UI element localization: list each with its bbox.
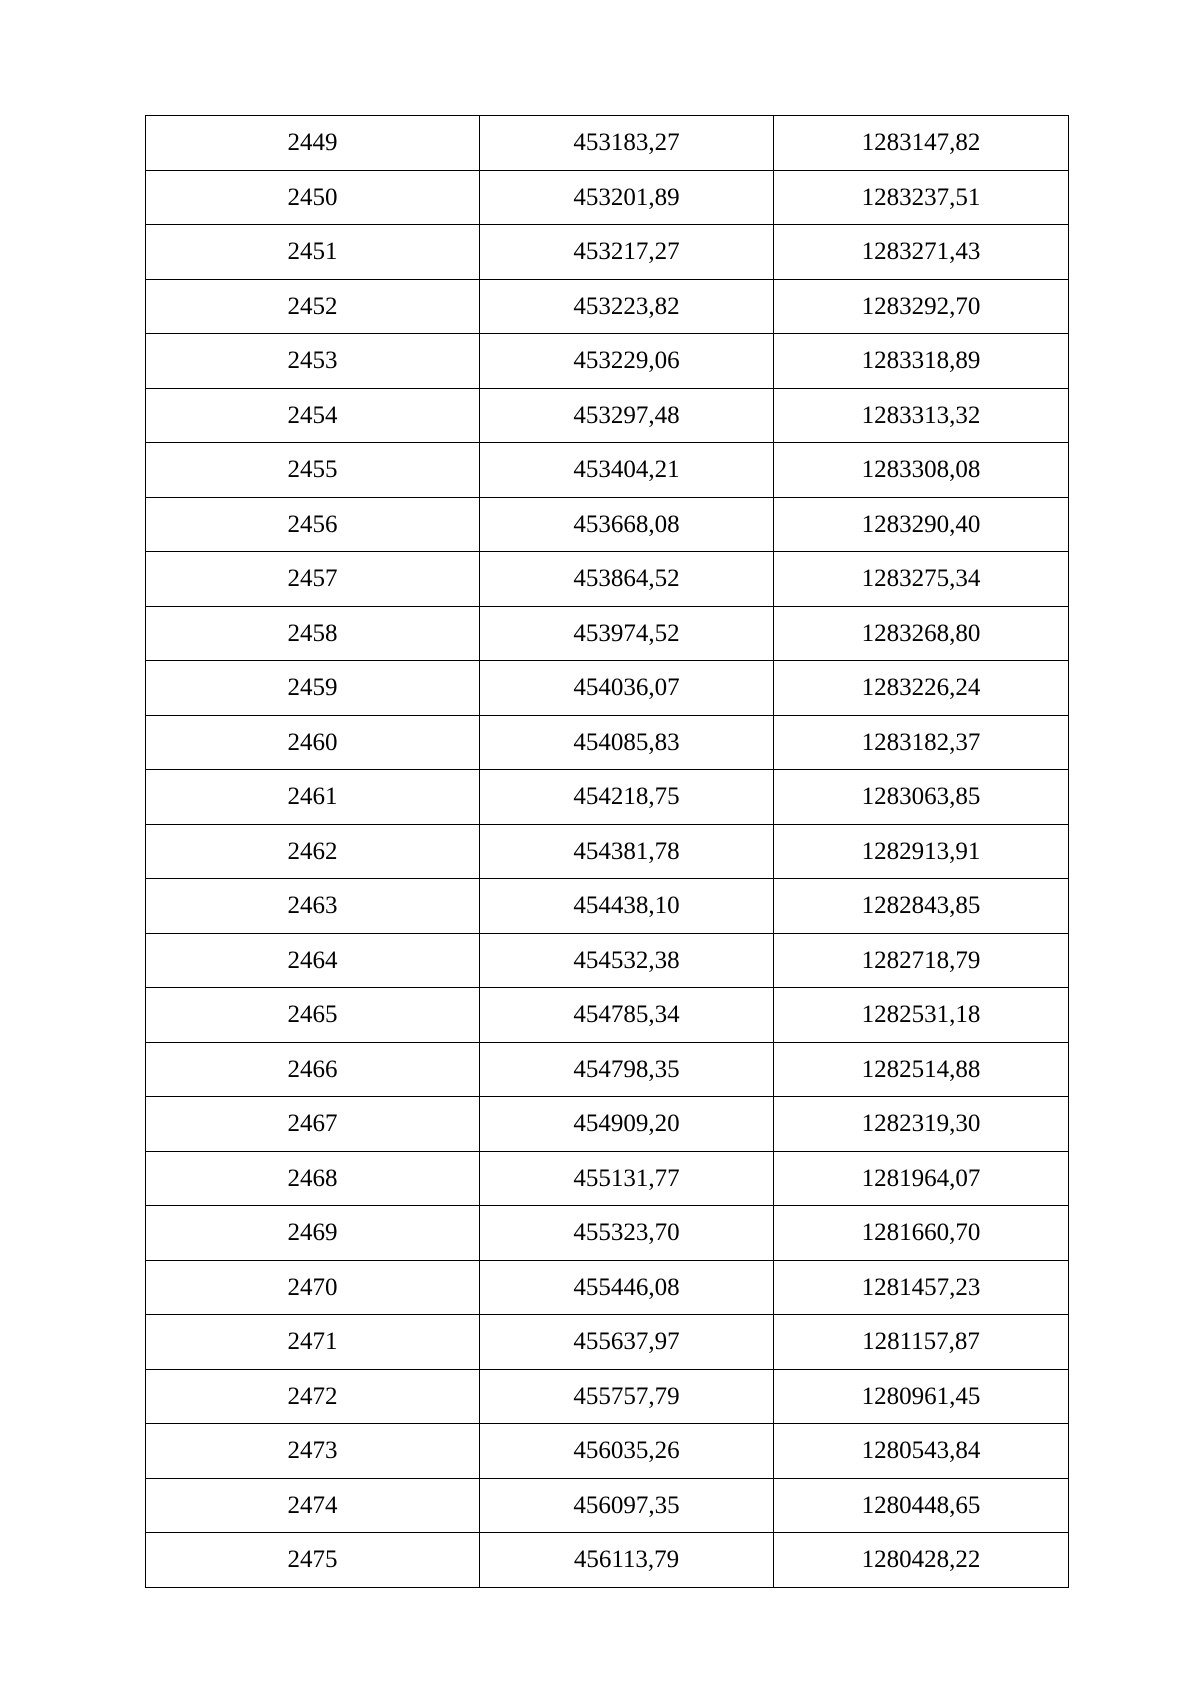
y-coordinate-cell: 1281964,07 bbox=[774, 1151, 1069, 1206]
table-row bbox=[146, 824, 1069, 879]
table-row bbox=[146, 334, 1069, 389]
table-row bbox=[146, 443, 1069, 498]
x-coordinate-cell: 456113,79 bbox=[480, 1533, 774, 1588]
table-row bbox=[146, 497, 1069, 552]
x-coordinate-cell: 455757,79 bbox=[480, 1369, 774, 1424]
y-coordinate-cell: 1283292,70 bbox=[774, 279, 1069, 334]
table-row bbox=[146, 552, 1069, 607]
x-coordinate-cell: 454785,34 bbox=[480, 988, 774, 1043]
x-coordinate-cell: 455131,77 bbox=[480, 1151, 774, 1206]
table-row bbox=[146, 116, 1069, 171]
point-number-cell: 2473 bbox=[146, 1424, 480, 1479]
y-coordinate-cell: 1283237,51 bbox=[774, 170, 1069, 225]
point-number-cell: 2463 bbox=[146, 879, 480, 934]
point-number-cell: 2451 bbox=[146, 225, 480, 280]
table-row bbox=[146, 1042, 1069, 1097]
y-coordinate-cell: 1280448,65 bbox=[774, 1478, 1069, 1533]
point-number-cell: 2452 bbox=[146, 279, 480, 334]
y-coordinate-cell: 1282843,85 bbox=[774, 879, 1069, 934]
coordinates-table bbox=[145, 115, 1069, 1588]
point-number-cell: 2453 bbox=[146, 334, 480, 389]
point-number-cell: 2472 bbox=[146, 1369, 480, 1424]
x-coordinate-cell: 454532,38 bbox=[480, 933, 774, 988]
x-coordinate-cell: 453217,27 bbox=[480, 225, 774, 280]
point-number-cell: 2470 bbox=[146, 1260, 480, 1315]
y-coordinate-cell: 1282531,18 bbox=[774, 988, 1069, 1043]
point-number-cell: 2456 bbox=[146, 497, 480, 552]
y-coordinate-cell: 1280428,22 bbox=[774, 1533, 1069, 1588]
x-coordinate-cell: 453297,48 bbox=[480, 388, 774, 443]
x-coordinate-cell: 453223,82 bbox=[480, 279, 774, 334]
y-coordinate-cell: 1283182,37 bbox=[774, 715, 1069, 770]
table-row bbox=[146, 1424, 1069, 1479]
point-number-cell: 2458 bbox=[146, 606, 480, 661]
x-coordinate-cell: 453974,52 bbox=[480, 606, 774, 661]
point-number-cell: 2471 bbox=[146, 1315, 480, 1370]
point-number-cell: 2461 bbox=[146, 770, 480, 825]
y-coordinate-cell: 1280543,84 bbox=[774, 1424, 1069, 1479]
table-row bbox=[146, 1206, 1069, 1261]
table-row bbox=[146, 770, 1069, 825]
x-coordinate-cell: 453864,52 bbox=[480, 552, 774, 607]
point-number-cell: 2465 bbox=[146, 988, 480, 1043]
y-coordinate-cell: 1283063,85 bbox=[774, 770, 1069, 825]
y-coordinate-cell: 1280961,45 bbox=[774, 1369, 1069, 1424]
x-coordinate-cell: 453229,06 bbox=[480, 334, 774, 389]
y-coordinate-cell: 1283290,40 bbox=[774, 497, 1069, 552]
point-number-cell: 2468 bbox=[146, 1151, 480, 1206]
table-row bbox=[146, 988, 1069, 1043]
table-row bbox=[146, 933, 1069, 988]
y-coordinate-cell: 1283313,32 bbox=[774, 388, 1069, 443]
x-coordinate-cell: 453183,27 bbox=[480, 116, 774, 171]
table-row bbox=[146, 1478, 1069, 1533]
point-number-cell: 2462 bbox=[146, 824, 480, 879]
point-number-cell: 2467 bbox=[146, 1097, 480, 1152]
x-coordinate-cell: 453668,08 bbox=[480, 497, 774, 552]
table-row bbox=[146, 1151, 1069, 1206]
point-number-cell: 2457 bbox=[146, 552, 480, 607]
table-row bbox=[146, 279, 1069, 334]
table-row bbox=[146, 606, 1069, 661]
table-row bbox=[146, 879, 1069, 934]
y-coordinate-cell: 1283147,82 bbox=[774, 116, 1069, 171]
y-coordinate-cell: 1283226,24 bbox=[774, 661, 1069, 716]
point-number-cell: 2454 bbox=[146, 388, 480, 443]
point-number-cell: 2455 bbox=[146, 443, 480, 498]
table-row bbox=[146, 1260, 1069, 1315]
x-coordinate-cell: 454909,20 bbox=[480, 1097, 774, 1152]
x-coordinate-cell: 454036,07 bbox=[480, 661, 774, 716]
table-row bbox=[146, 1315, 1069, 1370]
table-row bbox=[146, 170, 1069, 225]
y-coordinate-cell: 1282319,30 bbox=[774, 1097, 1069, 1152]
y-coordinate-cell: 1281660,70 bbox=[774, 1206, 1069, 1261]
point-number-cell: 2450 bbox=[146, 170, 480, 225]
x-coordinate-cell: 453404,21 bbox=[480, 443, 774, 498]
point-number-cell: 2449 bbox=[146, 116, 480, 171]
x-coordinate-cell: 455637,97 bbox=[480, 1315, 774, 1370]
y-coordinate-cell: 1283268,80 bbox=[774, 606, 1069, 661]
y-coordinate-cell: 1281157,87 bbox=[774, 1315, 1069, 1370]
y-coordinate-cell: 1282913,91 bbox=[774, 824, 1069, 879]
y-coordinate-cell: 1282718,79 bbox=[774, 933, 1069, 988]
x-coordinate-cell: 455323,70 bbox=[480, 1206, 774, 1261]
point-number-cell: 2466 bbox=[146, 1042, 480, 1097]
x-coordinate-cell: 455446,08 bbox=[480, 1260, 774, 1315]
x-coordinate-cell: 454381,78 bbox=[480, 824, 774, 879]
table-row bbox=[146, 661, 1069, 716]
y-coordinate-cell: 1281457,23 bbox=[774, 1260, 1069, 1315]
point-number-cell: 2460 bbox=[146, 715, 480, 770]
y-coordinate-cell: 1283308,08 bbox=[774, 443, 1069, 498]
table-row bbox=[146, 225, 1069, 280]
y-coordinate-cell: 1282514,88 bbox=[774, 1042, 1069, 1097]
y-coordinate-cell: 1283271,43 bbox=[774, 225, 1069, 280]
x-coordinate-cell: 456097,35 bbox=[480, 1478, 774, 1533]
point-number-cell: 2464 bbox=[146, 933, 480, 988]
point-number-cell: 2459 bbox=[146, 661, 480, 716]
y-coordinate-cell: 1283275,34 bbox=[774, 552, 1069, 607]
x-coordinate-cell: 453201,89 bbox=[480, 170, 774, 225]
x-coordinate-cell: 454218,75 bbox=[480, 770, 774, 825]
table-row bbox=[146, 1097, 1069, 1152]
x-coordinate-cell: 454798,35 bbox=[480, 1042, 774, 1097]
y-coordinate-cell: 1283318,89 bbox=[774, 334, 1069, 389]
coordinates-table-body bbox=[146, 116, 1069, 1588]
x-coordinate-cell: 454085,83 bbox=[480, 715, 774, 770]
point-number-cell: 2475 bbox=[146, 1533, 480, 1588]
x-coordinate-cell: 456035,26 bbox=[480, 1424, 774, 1479]
table-row bbox=[146, 715, 1069, 770]
table-row bbox=[146, 1369, 1069, 1424]
x-coordinate-cell: 454438,10 bbox=[480, 879, 774, 934]
table-row bbox=[146, 1533, 1069, 1588]
point-number-cell: 2474 bbox=[146, 1478, 480, 1533]
table-row bbox=[146, 388, 1069, 443]
point-number-cell: 2469 bbox=[146, 1206, 480, 1261]
